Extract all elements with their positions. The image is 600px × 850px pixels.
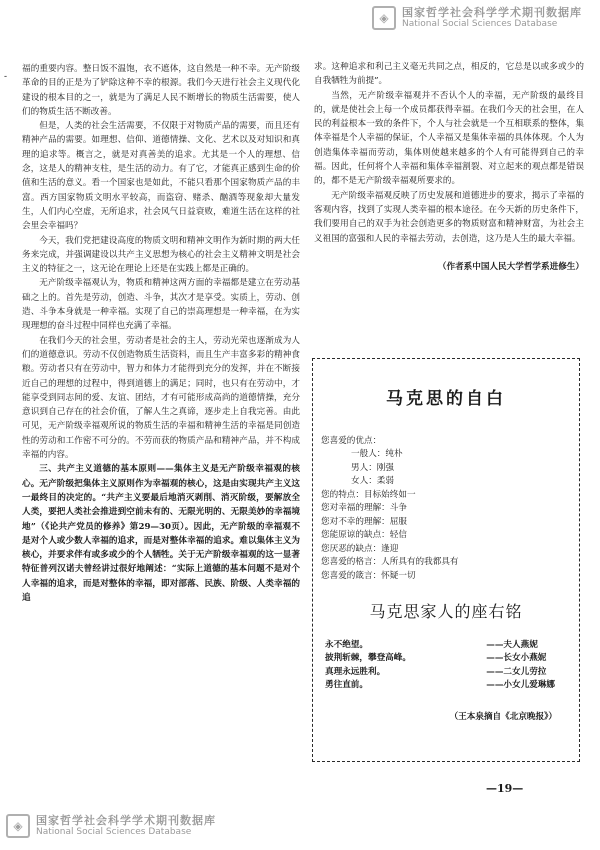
motto-authors (486, 639, 555, 693)
motto-line: 真理永远胜利。 (325, 666, 386, 677)
watermark-cn: 国家哲学社会科学学术期刊数据库 (402, 6, 582, 19)
section-three-paragraph: 三、共产主义道德的基本原则——集体主义是无产阶级幸福观的核心。无产阶级把集体主义原则作为幸福观的核心，这是由实现共产主义这一最终目的决定的。“共产主义要最后地消灭剥削、消灭阶级，要解放全人类，要把人类社会推进到空前未有的、无限光明的、无限美妙的幸福境地”（《论共产党员的修养》第29—30页）。因此，无产阶级的幸福观不是对个人或少数人幸福的追求，而是对整体幸福的追求。难以集体主义为核心，并要求伴有或多或少的个人牺牲。关于无产阶级幸福观的这一显著特征普列汉诺夫曾经讲过很好地阐述：“实际上道德的基本问题不是对个人幸福的追求，而是对整体的幸福，即对部落、民族、阶级、人类幸福的追 (22, 464, 300, 603)
sidebar-box (312, 358, 580, 762)
box-source: （王本泉摘自《北京晚报》） (449, 711, 557, 722)
confession-list (313, 435, 579, 584)
confession-item: 您对不幸的理解：屈服 (321, 516, 407, 527)
motto-author: ——夫人燕妮 (486, 639, 538, 650)
watermark-cn: 国家哲学社会科学学术期刊数据库 (36, 814, 216, 827)
paragraph: 当然，无产阶级幸福观并不否认个人的幸福，无产阶级的最终目的，就是使社会上每一个成员都获得幸福。在我们今天的社会里，在人民的利益根本一致的条件下，个人与社会就是一个互相联系的整体，集体幸福是个人幸福的保证，个人幸福又是集体幸福的具体体现。个人为创造集体幸福而劳动，集体则使越来越多的个人有可能得到自己的幸福。因此，任何将个人幸福和集体幸福割裂、对立起来的观点都是错误的，都不是无产阶级幸福观所要求的。 (314, 90, 584, 187)
motto-title: 马克思家人的座右铭 (369, 602, 523, 621)
paragraph: 福的重要内容。整日饭不温饱，衣不遮体，这自然是一种不幸。无产阶级革命的目的正是为了铲除这种不幸的根源。我们今天进行社会主义现代化建设的根本目的之一，就是为了满足人民不断增长的物质生活需要，使人们的物质生活不断改善。 (22, 64, 300, 117)
confession-item: 您厌恶的缺点：逢迎 (321, 543, 399, 554)
motto-author: ——小女儿爱琳娜 (486, 680, 555, 690)
confession-item: 您喜爱的箴言：怀疑一切 (321, 570, 416, 581)
paragraph: 在我们今天的社会里，劳动者是社会的主人，劳动光荣也逐渐成为人们的道德意识。劳动不仅创造物质生活资料，而且生产丰富多彩的精神食粮。劳动者只有在劳动中，智力和体力才能得到充分的发挥，并在不断接近自己的理想的过程中，得到道德上的满足；同时，也只有在劳动中，才能享受到同志间的爱、友谊、团结，才有可能形成高尚的道德情操，充分意识到自己存在的社会价值，了解人生之真谛，逐步走上自我完善。由此可见，无产阶级幸福观所说的物质生活的幸福和精神生活的幸福是同创造性的劳动和工作密不可分的。不劳而获的物质产品和精神产品，并不构成幸福的内容。 (22, 335, 300, 461)
paragraph: 无产阶级幸福观反映了历史发展和道德进步的要求，揭示了幸福的客观内容，找到了实现人类幸福的根本途径。在今天新的历史条件下，我们要用自己的双手为社会创造更多的物质财富和精神财富，为社会主义祖国的富强和人民的幸福去劳动，去创造，这乃是人生的最大幸福。 (314, 190, 584, 244)
right-column (314, 60, 584, 274)
motto-texts (325, 639, 411, 693)
nssd-logo-icon: ◈ (372, 6, 396, 30)
confession-item: 您喜爱的格言：人所具有的我都具有 (321, 557, 459, 567)
confession-item: 您的特点：目标始终如一 (321, 489, 416, 500)
author-note: （作者系中国人民大学哲学系进修生） (437, 261, 584, 272)
paragraph: 无产阶级幸福观认为，物质和精神这两方面的幸福都是建立在劳动基础之上的。首先是劳动，创造、斗争，其次才是享受。实质上，劳动、创造、斗争本身就是一种幸福。实现了自己的崇高理想是一种幸福，在为实现理想的奋斗过程中同样也充满了幸福。 (22, 278, 300, 332)
motto-line: 披荆斩棘，攀登高峰。 (325, 653, 411, 663)
page-number: —19— (486, 782, 524, 795)
nssd-logo-icon: ◈ (6, 814, 30, 838)
paragraph: 但是，人类的社会生活需要，不仅限于对物质产品的需要，而且还有精神产品的需要。如理想、信仰、道德情操、文化、艺术以及对知识和真理的追求等。概言之，就是对真善美的追求。尤其是一个人的理想、信念，这是人的精神支柱，是生活的动力。有了它，才能真正感到生命的价值和生活的意义。看一个国家也是如此，不能只看那个国家物质产品的丰富。西方国家物质文明水平较高，而盗窃、赌杀、酗酒等现象却大量发生，人们内心空虚，无所追求，社会风气日益衰败，难道生活在这样的社会里会幸福吗？ (22, 121, 300, 232)
sub-item: 女人：柔弱 (351, 476, 394, 486)
motto-author: ——二女儿劳拉 (486, 666, 547, 677)
motto-line: 永不绝望。 (325, 639, 368, 650)
confession-item: 您能原谅的缺点：轻信 (321, 530, 407, 540)
motto-author: ——长女小燕妮 (486, 653, 547, 663)
watermark-bottom (6, 814, 216, 838)
sub-item: 男人：刚强 (351, 462, 394, 473)
motto-line: 勇往直前。 (325, 680, 368, 690)
paragraph: 求。这种追求和利己主义毫无共同之点，相反的，它总是以或多或少的自我牺牲为前提”。 (314, 62, 584, 87)
confession-intro: 您喜爱的优点： (321, 435, 382, 446)
confession-item: 您对幸福的理解：斗争 (321, 503, 407, 513)
left-column (22, 62, 300, 605)
margin-mark: - (4, 72, 8, 82)
watermark-top (372, 6, 582, 30)
watermark-en: National Social Sciences Database (402, 19, 558, 29)
watermark-en: National Social Sciences Database (36, 827, 192, 837)
box-title: 马克思的自白 (386, 389, 506, 409)
motto-list (313, 639, 579, 693)
sub-item: 一般人：纯朴 (351, 449, 403, 459)
paragraph: 今天，我们党把建设高度的物质文明和精神文明作为新时期的两大任务来完成，并强调建设以共产主义思想为核心的社会主义精神文明是社会主义的特征之一，这无论在理论上还是在实践上都是正确的。 (22, 235, 300, 275)
